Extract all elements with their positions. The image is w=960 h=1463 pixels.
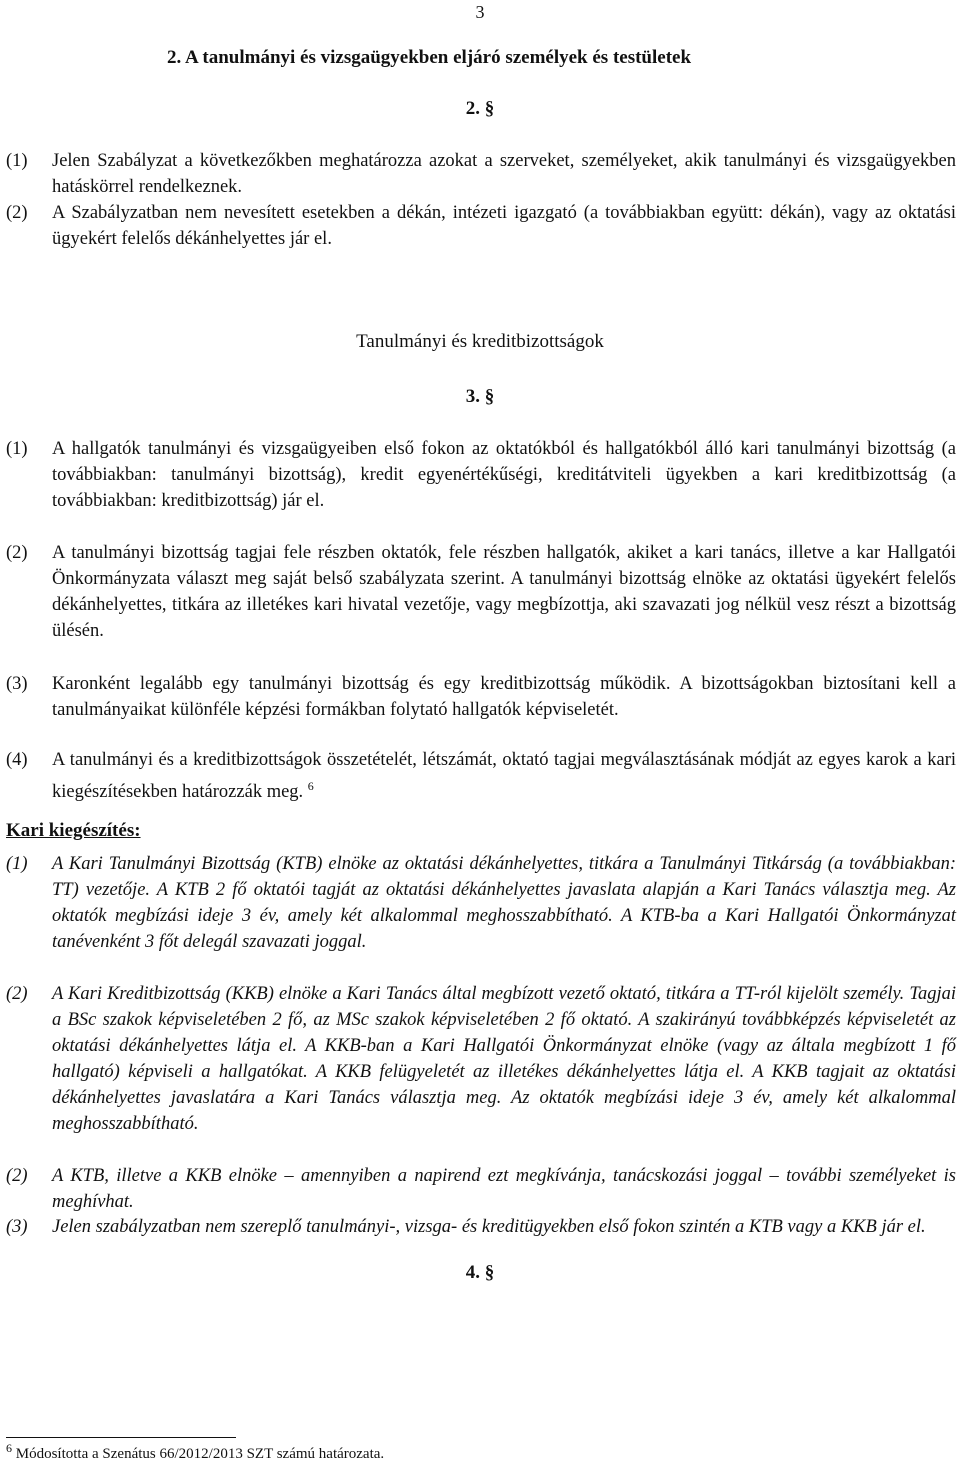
subsection-title: Tanulmányi és kreditbizottságok [356, 331, 604, 352]
item-text [52, 747, 956, 805]
paragraph-3-3 [6, 671, 956, 723]
kari-kiegeszites-heading: Kari kiegészítés: [6, 820, 141, 841]
paragraph-3-2 [6, 540, 956, 644]
paragraph-marker-4: 4. § [465, 1262, 495, 1283]
paragraph-marker-3: 3. § [465, 386, 495, 407]
kari-item-4 [6, 1214, 956, 1240]
item-number: (3) [6, 674, 28, 694]
item-number: (2) [6, 543, 28, 563]
item-number: (4) [6, 750, 28, 770]
item-text: Jelen Szabályzat a következőkben meghatározza azokat a szerveket, személyeket, akik tanulmányi és vizsgaügyekben hatáskörrel rendelkeznek. [52, 151, 956, 197]
paragraph-2-1 [6, 148, 956, 200]
item-text: A KTB, illetve a KKB elnöke – amennyiben a napirend ezt megkívánja, tanácskozási joggal – további személyeket is meghívhat. [52, 1166, 956, 1212]
paragraph-marker-2: 2. § [465, 98, 495, 119]
footnote-number: 6 [6, 1441, 12, 1455]
kari-item-1 [6, 851, 956, 955]
item-number: (2) [6, 984, 28, 1004]
item-text-body: A tanulmányi és a kreditbizottságok összetételét, létszámát, oktató tagjai megválasztásának módját az egyes karok a kari kiegészítésekben határozzák meg. [52, 750, 956, 803]
section-heading: 2. A tanulmányi és vizsgaügyekben eljáró személyek és testületek [167, 47, 692, 68]
item-text: A Kari Tanulmányi Bizottság (KTB) elnöke az oktatási dékánhelyettes, titkára a Tanulmányi Titkárság (a továbbiakban: TT) vezetője. A KTB 2 fő oktatói tagját az oktatási dékánhelyettes javaslata alapján a Kari Tanács választja meg. Az oktatók megbízási ideje 3 év, amely két alkalommal meghosszabbítható. A KTB-ba a Kari Hallgatói Önkormányzat tanévenként 3 főt delegál szavazati joggal. [52, 854, 956, 952]
footnote-text: Módosította a Szenátus 66/2012/2013 SZT számú határozata. [15, 1446, 385, 1462]
item-number: (1) [6, 151, 28, 171]
paragraph-3-1 [6, 436, 956, 514]
kari-item-2 [6, 981, 956, 1137]
item-text: Karonként legalább egy tanulmányi bizottság és egy kreditbizottság működik. A bizottságokban biztosítani kell a tanulmányaikat különféle képzési formákban folytató hallgatók képviseletét. [52, 674, 956, 720]
item-number: (3) [6, 1217, 28, 1237]
item-number: (1) [6, 854, 28, 874]
item-number: (2) [6, 1166, 28, 1186]
paragraph-3-4 [6, 747, 956, 805]
footnote [6, 1441, 384, 1463]
page-number: 3 [475, 2, 485, 22]
item-text: Jelen szabályzatban nem szereplő tanulmányi-, vizsga- és kreditügyekben első fokon szintén a KTB vagy a KKB jár el. [52, 1217, 926, 1237]
item-text: A hallgatók tanulmányi és vizsgaügyeiben első fokon az oktatókból és hallgatókból álló kari tanulmányi bizottság (a továbbiakban: tanulmányi bizottság), kredit egyenértékűségi, kreditátviteli ügyekben a kari kreditbizottság (a továbbiakban: kreditbizottság) jár el. [52, 439, 956, 511]
footnote-reference: 6 [307, 779, 314, 793]
item-number: (2) [6, 203, 28, 223]
paragraph-2-2 [6, 200, 956, 252]
item-text: A tanulmányi bizottság tagjai fele részben oktatók, fele részben hallgatók, akiket a kari tanács, illetve a kar Hallgatói Önkormányzata választ meg saját belső szabályzata szerint. A tanulmányi bizottság elnöke az oktatási ügyekért felelős dékánhelyettes, titkára az illetékes kari hivatal vezetője, vagy megbízottja, aki szavazati jog nélkül vesz részt a bizottság ülésén. [52, 543, 956, 641]
item-number: (1) [6, 439, 28, 459]
footnote-divider [6, 1437, 236, 1438]
item-text: A Szabályzatban nem nevesített esetekben a dékán, intézeti igazgató (a továbbiakban együtt: dékán), vagy az oktatási ügyekért felelős dékánhelyettes jár el. [52, 203, 956, 249]
kari-item-3 [6, 1163, 956, 1215]
item-text: A Kari Kreditbizottság (KKB) elnöke a Kari Tanács által megbízott vezető oktató, titkára a TT-ról kijelölt személy. Tagjai a BSc szakok képviseletében 2 fő, az MSc szakok képviseletében 2 fő oktató. A szakirányú továbbképzés képviseletét az oktatási dékánhelyettes látja el. A KKB-ban a Kari Hallgatói Önkormányzat elnöke (vagy az általa megbízott 1 fő hallgató) képviseli a hallgatókat. A KKB felügyeletét az illetékes dékánhelyettes látja el. A KKB tagjait az oktatási dékánhelyettes javaslatára a Kari Tanács választja meg. Az oktatók megbízási ideje 3 év, amely két alkalommal meghosszabbítható. [52, 984, 956, 1134]
